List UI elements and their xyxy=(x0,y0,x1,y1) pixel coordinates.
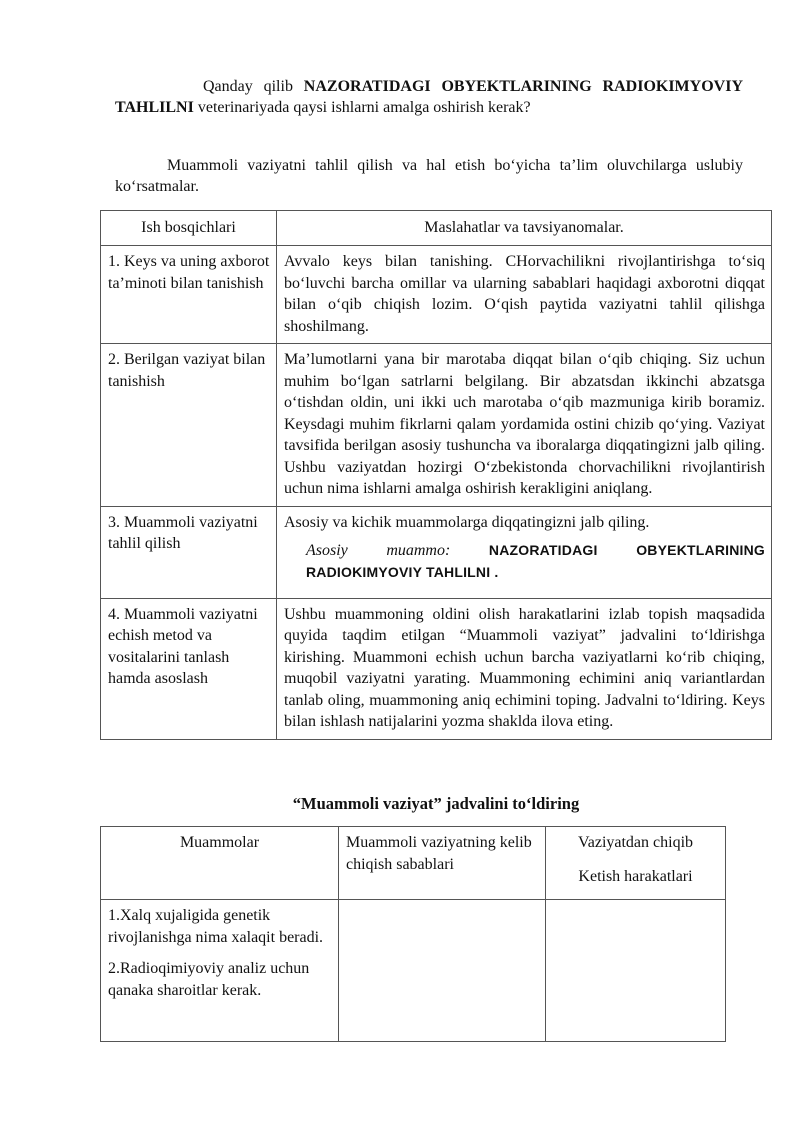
causes-cell[interactable] xyxy=(339,900,546,1042)
main-problem-text: NAZORATIDAGI OBYEKTLARINING RADIOKIMYOVIY TAHLILNI . xyxy=(306,542,766,580)
table-row xyxy=(101,900,726,1042)
intro-guidance: Muammoli vaziyatni tahlil qilish va hal etish bo‘yicha ta’lim oluvchilarga uslubiy ko‘rsatmalar. xyxy=(115,157,743,195)
question-start: Qanday qilib xyxy=(203,78,293,95)
main-problem xyxy=(284,540,765,583)
header-actions-line2: Ketish harakatlari xyxy=(578,867,693,885)
problem-header-row xyxy=(101,827,726,900)
main-problem-label: Asosiy muammo: xyxy=(306,542,451,559)
stage-cell: 2. Berilgan vaziyat bilan tanishish xyxy=(101,344,277,507)
problems-cell xyxy=(101,900,339,1042)
actions-cell[interactable] xyxy=(546,900,726,1042)
header-actions xyxy=(546,827,726,900)
problem-table xyxy=(100,826,726,1042)
question-end: veterinariyada qaysi ishlarni amalga oshirish kerak? xyxy=(197,99,531,116)
stage-cell: 1. Keys va uning axborot ta’minoti bilan tanishish xyxy=(101,246,277,344)
advice-cell: Ushbu muammoning oldini olish harakatlarini izlab topish maqsadida quyida taqdim etilgan “Muammoli vaziyat” jadvalini to‘ldirishga kirishing. Muammoni echish uchun barcha vaziyatlarni ko‘rib chiqing, muqobil vaziyatni yarating. Muammoning echimini aniq variantlardan tanlab oling, muammoning aniq echimini toping. Jadvalni to‘ldiring. Keys bilan ishlash natijalarini yozma shaklda ilova eting. xyxy=(277,598,772,739)
advice-cell xyxy=(277,506,772,598)
problem-item: 2.Radioqimiyoviy analiz uchun qanaka sharoitlar kerak. xyxy=(108,960,310,999)
question-bold: NAZORATIDAGI OBYEKTLARINING RADIOKIMYOVIY TAHLILNI xyxy=(115,78,743,116)
table-row xyxy=(101,598,772,739)
table-row xyxy=(101,246,772,344)
header-causes: Muammoli vaziyatning kelib chiqish sabablari xyxy=(339,827,546,900)
stages-header-row xyxy=(101,211,772,246)
advice-cell: Ma’lumotlarni yana bir marotaba diqqat bilan o‘qib chiqing. Siz uchun muhim bo‘lgan satrlarni belgilang. Bir abzatsdan ikkinchi abzatsga o‘tishdan oldin, uni ikki uch marotaba o‘qib mazmuniga kirib boramiz. Keysdagi muhim fikrlarni qalam yordamida ostini chizib qo‘ying. Vaziyat tavsifida berilgan asosiy tushuncha va iboralarga diqqatingizni jalb qiling. Ushbu vaziyatdan hozirgi O‘zbekistonda chorvachilikni rivojlantirish uchun nima ishlarni amalga oshirish kerakligini aniqlang. xyxy=(277,344,772,507)
advice-text: Asosiy va kichik muammolarga diqqatingizni jalb qiling. xyxy=(284,513,650,531)
header-actions-line1: Vaziyatdan chiqib xyxy=(577,834,694,851)
intro-question xyxy=(115,76,743,118)
header-stages: Ish bosqichlari xyxy=(101,211,277,246)
advice-cell: Avvalo keys bilan tanishing. CHorvachilikni rivojlantirishga to‘siq bo‘luvchi barcha omillar va ularning sabablari haqidagi axborotni diqqat bilan o‘qib chiqish lozim. O‘qish paytida vaziyatni tahlil qilishga shoshilmang. xyxy=(277,246,772,344)
stage-cell: 3. Muammoli vaziyatni tahlil qilish xyxy=(101,506,277,598)
stage-cell: 4. Muammoli vaziyatni echish metod va vositalarini tanlash hamda asoslash xyxy=(101,598,277,739)
table-row xyxy=(101,344,772,507)
header-advice: Maslahatlar va tavsiyanomalar. xyxy=(277,211,772,246)
table-row xyxy=(101,506,772,598)
stages-table xyxy=(100,210,772,740)
header-problems: Muammolar xyxy=(101,827,339,900)
problem-table-title: “Muammoli vaziyat” jadvalini to‘ldiring xyxy=(292,794,580,813)
problem-item: 1.Xalq xujaligida genetik rivojlanishga nima xalaqit beradi. xyxy=(108,907,324,946)
